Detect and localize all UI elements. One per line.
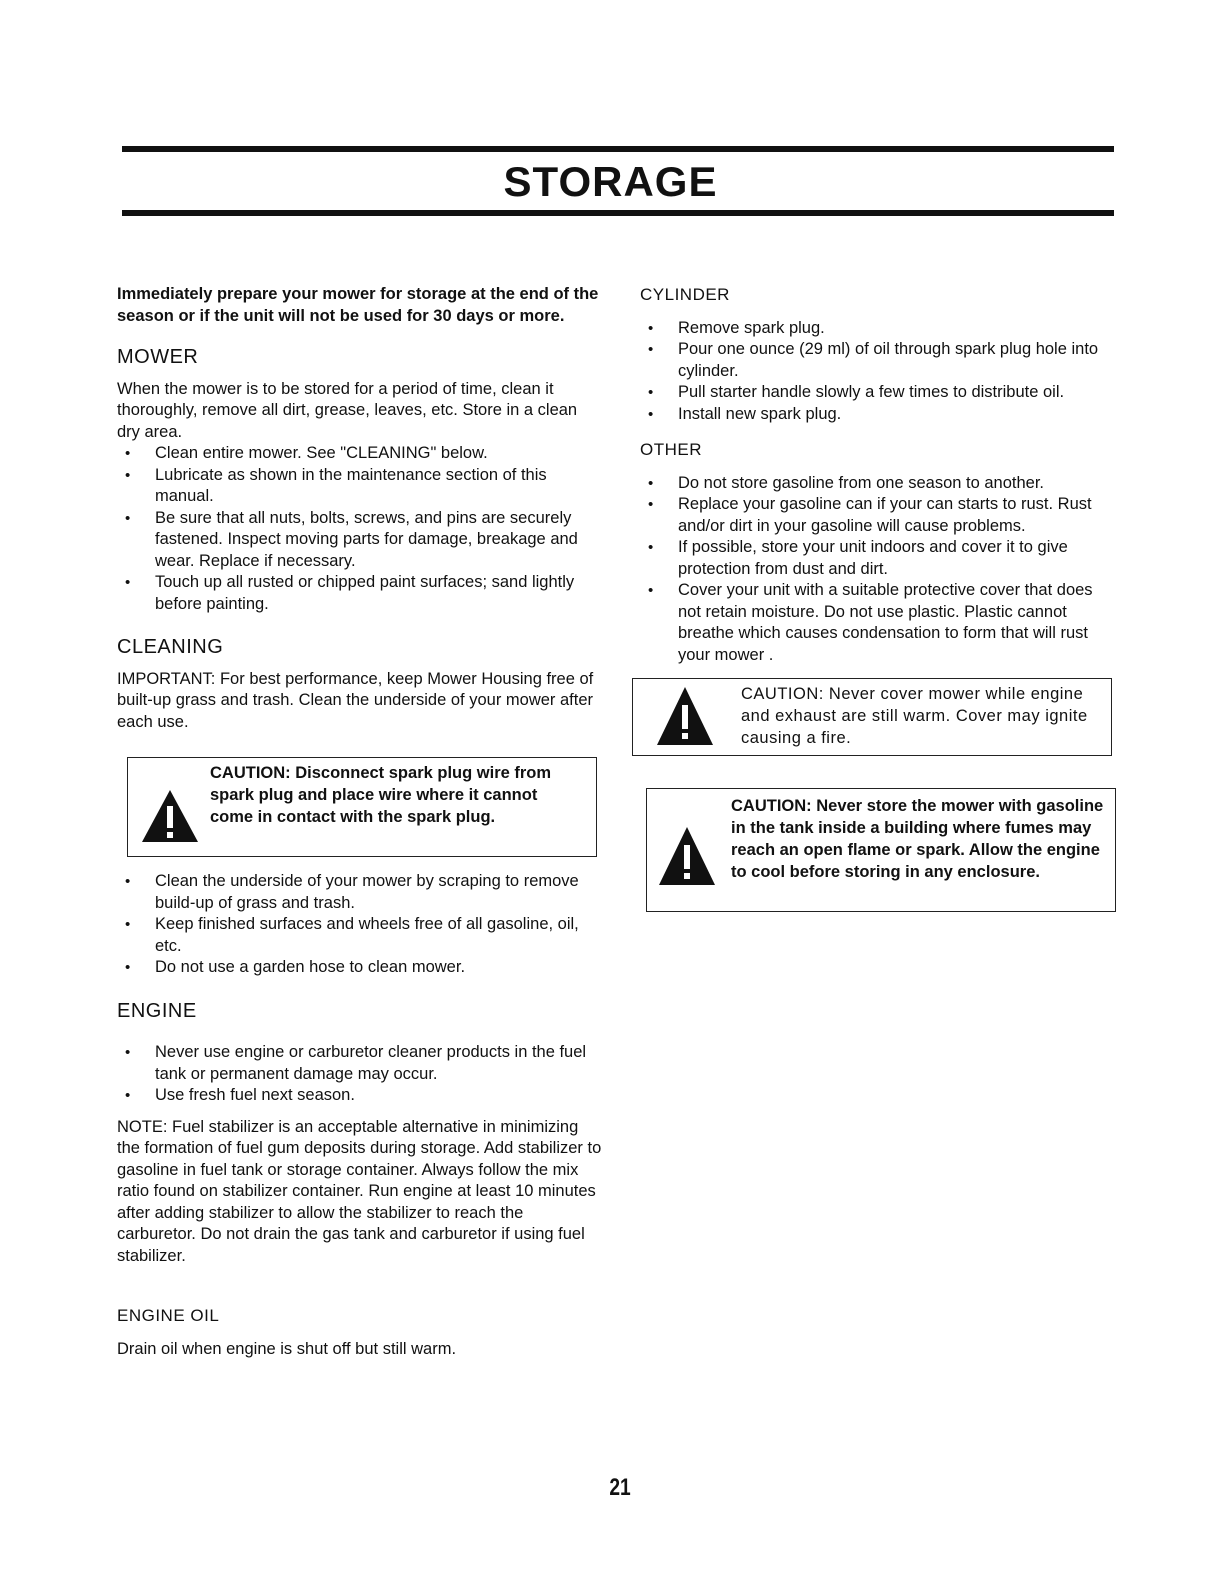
title-rule-bottom bbox=[122, 210, 1114, 216]
list-item: • Lubricate as shown in the maintenance section of this manual. bbox=[117, 465, 602, 508]
mower-text: When the mower is to be stored for a period of time, clean it thoroughly, remove all dirt, grease, leaves, etc. Store in a clean dry area. bbox=[117, 379, 578, 441]
caution-text: CAUTION: Disconnect spark plug wire from spark plug and place wire where it cannot come in contact with the spark plug. bbox=[210, 764, 552, 826]
list-item: • Keep finished surfaces and wheels free of all gasoline, oil, etc. bbox=[117, 914, 602, 957]
cleaning-heading: CLEANING bbox=[117, 636, 224, 658]
engine-heading: ENGINE bbox=[117, 999, 197, 1022]
list-item: • Use fresh fuel next season. bbox=[117, 1085, 602, 1107]
list-item: • Clean the underside of your mower by scraping to remove build-up of grass and trash. bbox=[117, 871, 602, 914]
page-number: 21 bbox=[609, 1474, 631, 1501]
cylinder-bullets bbox=[640, 318, 1115, 426]
cylinder-heading: CYLINDER bbox=[640, 285, 730, 304]
mower-heading: MOWER bbox=[117, 346, 199, 368]
list-item: • Be sure that all nuts, bolts, screws, and pins are securely fastened. Inspect moving parts for damage, breakage and wear. Replace if necessary. bbox=[117, 508, 602, 573]
title-rule-top bbox=[122, 146, 1114, 152]
left-column bbox=[117, 284, 602, 1360]
warning-triangle-icon bbox=[655, 685, 715, 753]
warning-triangle-icon bbox=[657, 825, 717, 893]
caution-text: CAUTION: Never cover mower while engine and exhaust are still warm. Cover may ignite causing a fire. bbox=[741, 685, 1088, 747]
other-heading: OTHER bbox=[640, 440, 702, 459]
other-bullets bbox=[640, 473, 1115, 667]
list-item: • Never use engine or carburetor cleaner products in the fuel tank or permanent damage may occur. bbox=[117, 1042, 602, 1085]
caution-box-cover bbox=[632, 678, 1112, 756]
cleaning-bullets bbox=[117, 871, 602, 979]
list-item: • Touch up all rusted or chipped paint surfaces; sand lightly before painting. bbox=[117, 572, 602, 615]
caution-box-storage bbox=[646, 788, 1116, 912]
list-item: • Remove spark plug. bbox=[640, 318, 1115, 340]
list-item: • Cover your unit with a suitable protective cover that does not retain moisture. Do not use plastic. Plastic cannot breathe which causes condensation to form that will rust your mower . bbox=[640, 580, 1115, 666]
list-item: • Pour one ounce (29 ml) of oil through spark plug hole into cylinder. bbox=[640, 339, 1115, 382]
list-item: • Install new spark plug. bbox=[640, 404, 1115, 426]
intro-text: Immediately prepare your mower for storage at the end of the season or if the unit will not be used for 30 days or more. bbox=[117, 285, 599, 325]
engine-oil-heading: ENGINE OIL bbox=[117, 1306, 220, 1325]
list-item: • Do not store gasoline from one season to another. bbox=[640, 473, 1115, 495]
engine-oil-text: Drain oil when engine is shut off but still warm. bbox=[117, 1339, 457, 1358]
list-item: • Pull starter handle slowly a few times to distribute oil. bbox=[640, 382, 1115, 404]
warning-triangle-icon bbox=[140, 788, 200, 850]
caution-box-spark-plug bbox=[127, 757, 597, 857]
mower-bullets bbox=[117, 443, 602, 615]
cleaning-important: IMPORTANT: For best performance, keep Mower Housing free of built-up grass and trash. Clean the underside of your mower after each use. bbox=[117, 669, 594, 731]
caution-text: CAUTION: Never store the mower with gasoline in the tank inside a building where fumes may reach an open flame or spark. Allow the engine to cool before storing in any enclosure. bbox=[731, 797, 1104, 881]
list-item: • If possible, store your unit indoors and cover it to give protection from dust and dirt. bbox=[640, 537, 1115, 580]
right-column bbox=[640, 284, 1115, 912]
page-title: STORAGE bbox=[503, 158, 718, 205]
list-item: • Clean entire mower. See "CLEANING" below. bbox=[117, 443, 602, 465]
engine-note: NOTE: Fuel stabilizer is an acceptable alternative in minimizing the formation of fuel gum deposits during storage. Add stabilizer to gasoline in fuel tank or storage container. Always follow the mix ratio found on stabilizer container. Run engine at least 10 minutes after adding stabilizer to allow the stabilizer to reach the carburetor. Do not drain the gas tank and carburetor if using fuel stabilizer. bbox=[117, 1117, 602, 1265]
list-item: • Do not use a garden hose to clean mower. bbox=[117, 957, 602, 979]
engine-bullets bbox=[117, 1042, 602, 1107]
list-item: • Replace your gasoline can if your can starts to rust. Rust and/or dirt in your gasoline will cause problems. bbox=[640, 494, 1115, 537]
